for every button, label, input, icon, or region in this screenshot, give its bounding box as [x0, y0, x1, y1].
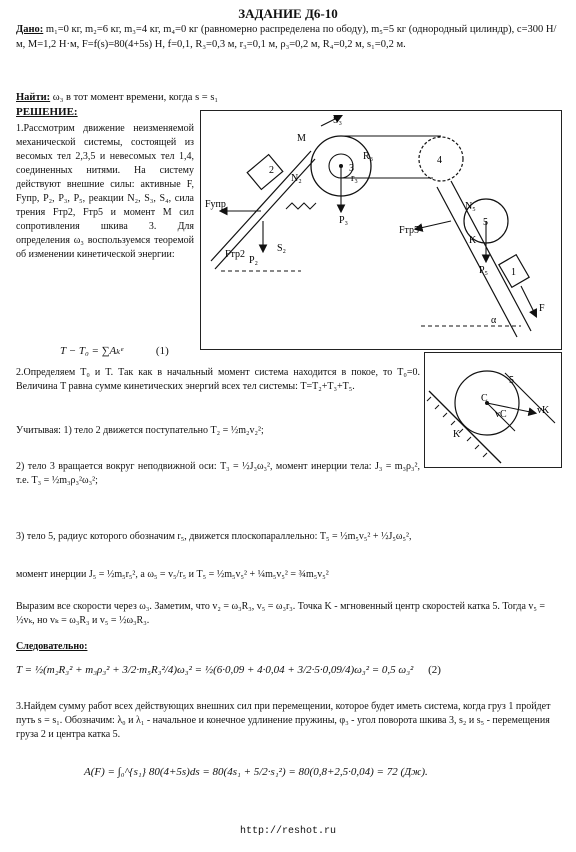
label-n2: N₂ [291, 173, 302, 184]
label-p3: P₃ [339, 215, 349, 226]
find-text: ω₃ в тот момент времени, когда s = s₁ [52, 92, 219, 103]
label-ftr5: Fтр5 [399, 225, 420, 236]
label-five: 5 [483, 217, 488, 228]
mechanism-figure [200, 110, 562, 350]
label-k: K [469, 235, 477, 246]
small-label-vc: vC [495, 409, 507, 420]
page-title: ЗАДАНИЕ Д6-10 [238, 6, 338, 21]
equation-1 [60, 344, 169, 357]
label-one: 1 [511, 267, 516, 278]
solution-paragraph-7: Выразим все скорости через ω₃. Заметим, что v₂ = ω₃R₃, v₅ = ω₃r₃. Точка K - мгновенный центр скоростей катка 5. Тогда v₅ = ½vₖ, но vₖ = ω₃R₃ и v₅ = ½ω₃R₃. [16, 601, 546, 626]
label-p5: P₅ [479, 265, 489, 276]
solution-paragraph-3: Учитывая: 1) тело 2 движется поступательно T₂ = ½m₂v₂²; [16, 425, 264, 436]
label-four: 4 [437, 155, 442, 166]
solution-paragraph-8: 3.Найдем сумму работ всех действующих внешних сил при перемещении, которое будет иметь система, когда груз 1 пройдет путь s = s₁. Обозначим: λ₀ и λ₁ - начальное и конечное удлинение пружины, φ₃ - угол поворота шкива 3, s₂ и s₅ - перемещения груза 2 и центра катка 5. [16, 701, 551, 740]
label-n5: N₅ [465, 201, 476, 212]
small-label-k: K [453, 429, 461, 440]
small-label-vk: vK [537, 405, 550, 416]
given-label: Дано: [16, 24, 44, 35]
label-f: F [539, 303, 545, 314]
solution-paragraph-2: 2.Определяем T₀ и T. Так как в начальный момент система находится в покое, то T₀=0. Величина T равна сумме кинетических энергий всех тел системы: T=T₂+T₃+T₅. [16, 367, 420, 392]
substitution-heading: Следовательно: [16, 641, 88, 652]
label-r3b: r₃ [351, 173, 358, 184]
label-m: M [297, 133, 306, 144]
label-p2: P₂ [249, 255, 259, 266]
find-block [16, 92, 218, 103]
formula-3: A(F) = ∫₀^{s₁} 80(4+5s)ds = 80(4s₁ + 5/2·s₁²) = 80(0,8+2,5·0,04) = 72 (Дж). [84, 766, 428, 778]
solution-paragraph-1: 1.Рассмотрим движение неизменяемой механической системы, состоящей из весомых тел 2,3,5 и невесомых тел 1,4, соединенных нитями. На систему действуют внешние силы: активные F, Fупр, P₂, P₃, P₅, реакции N₂, S₃, S₄, сила трения Fтр2, Fтр5 и момент M сил сопротивления шкива 3. Для определения ω₃ воспользуемся теоремой об изменении кинетической энергии: [16, 123, 194, 260]
solution-paragraph-5: 3) тело 5, радиус которого обозначим r₅, движется плоскопараллельно: T₅ = ½m₅v₅² + ½J₅ω₅², [16, 531, 412, 542]
label-alpha: α [491, 315, 497, 326]
formula-2-number: (2) [428, 664, 441, 676]
label-two: 2 [269, 165, 274, 176]
label-three: 3 [349, 163, 354, 174]
given-text: m₁=0 кг, m₂=6 кг, m₃=4 кг, m₄=0 кг (равномерно распределена по ободу), m₅=5 кг (однородный цилиндр), c=300 Н/м, M=1,2 Н·м, F=f(s)=80(4+5s) Н, f=0,1, R₃=0,3 м, r₃=0,1 м, ρ₃=0,2 м, R₄=0,2 м, s₁=0,2 м. [16, 24, 557, 50]
equation-1-text: T − T₀ = ∑Aₖᵉ [60, 345, 124, 357]
label-ftr2: Fтр2 [225, 249, 246, 260]
cylinder-kinematics-figure [424, 352, 562, 468]
label-r3: R₃ [363, 151, 374, 162]
footer-url: http://reshot.ru [239, 826, 336, 837]
label-fupr: Fупр [205, 199, 226, 210]
formula-2-text: T = ½(m₂R₃² + m₃ρ₃² + 3/2·m₅R₃²/4)ω₃² = ½(6·0,09 + 4·0,04 + 3/2·5·0,09/4)ω₃² = 0,5 ω₃² [16, 664, 414, 676]
label-s2: S₂ [277, 243, 287, 254]
mechanism-drawing [201, 111, 560, 348]
solution-paragraph-6: момент инерции J₅ = ½m₅r₅², а ω₅ = v₅/r₅ и T₅ = ½m₅v₅² + ¼m₅v₅² = ¾m₅v₅² [16, 569, 329, 580]
small-label-five: 5 [509, 375, 514, 386]
label-s3: S₃ [333, 115, 343, 126]
given-block [16, 22, 564, 52]
find-label: Найти: [16, 92, 51, 103]
small-label-c: C [481, 393, 488, 404]
solution-heading: РЕШЕНИЕ: [16, 106, 78, 118]
formula-2 [16, 664, 441, 676]
solution-paragraph-4: 2) тело 3 вращается вокруг неподвижной оси: T₃ = ½J₃ω₃², момент инерции тела: J₃ = m₃ρ₃², т.е. T₃ = ½m₃ρ₃²ω₃²; [16, 461, 420, 486]
cylinder-drawing [425, 353, 560, 466]
equation-1-number: (1) [155, 345, 169, 357]
